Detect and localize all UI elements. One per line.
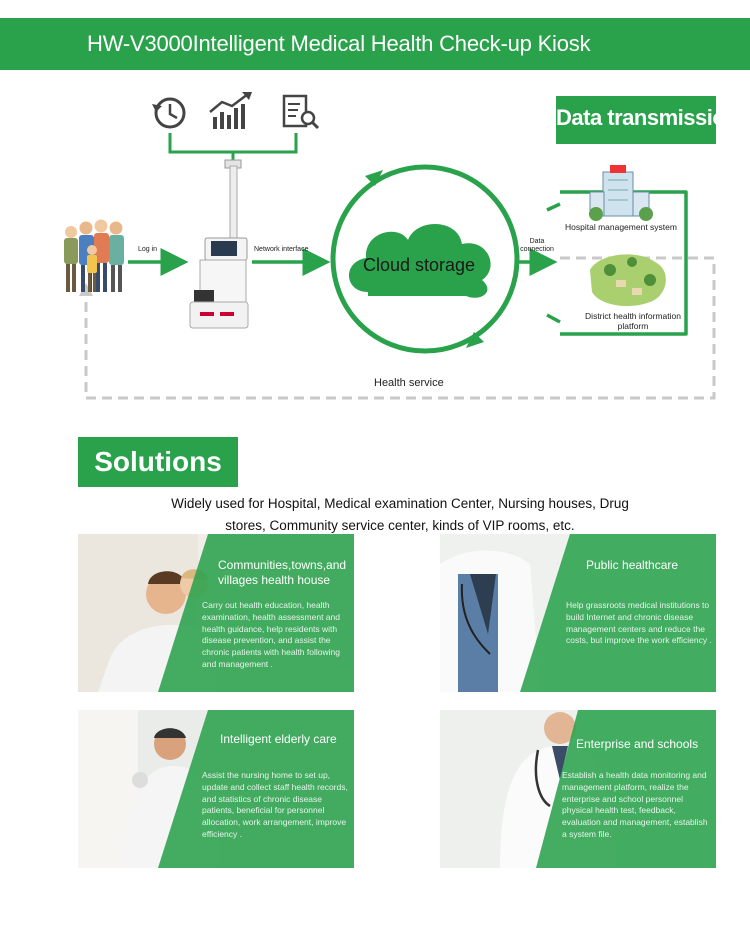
- card-title: Enterprise and schools: [576, 737, 699, 751]
- card-body: Assist the nursing home to set up, update and collect staff health records, and statistics of chronic disease patients, beneficial for personnel allocation, work arrangement, improve efficiency .: [202, 770, 348, 839]
- solutions-description: Widely used for Hospital, Medical examination Center, Nursing houses, Drug stores, Community service center, kinds of VIP rooms, etc.: [171, 496, 629, 533]
- workflow-diagram: [0, 0, 750, 430]
- card-body: Help grassroots medical institutions to build Internet and chronic disease management centers and reduce the costs, but improve the work efficiency .: [566, 600, 712, 646]
- page-title: HW-V3000Intelligent Medical Health Check-up Kiosk: [87, 31, 591, 56]
- data-transmission-box: [556, 96, 739, 144]
- solution-card-communities: [78, 534, 354, 692]
- card-body: Carry out health education, health examination, health assessment and health guidance, help residents with disease prevention, and assist the chronic patients with health following and management .: [202, 600, 340, 669]
- icons-bracket: [170, 133, 296, 152]
- card-title: Public healthcare: [586, 558, 679, 572]
- solutions-box: [78, 437, 238, 487]
- solution-card-public-healthcare: [440, 534, 716, 692]
- data-connection-label: Data connection: [520, 238, 554, 253]
- solution-card-elderly-care: [78, 710, 354, 868]
- family-illustration: [64, 220, 124, 293]
- hospital-building: [589, 165, 653, 221]
- cloud-storage-label: Cloud storage: [362, 255, 476, 275]
- history-icon: [152, 99, 184, 127]
- hospital-system-label: Hospital management system: [565, 222, 677, 232]
- kiosk-illustration: [190, 160, 248, 328]
- card-title: Communities,towns,and villages health house: [218, 558, 347, 587]
- district-map: [590, 254, 666, 306]
- data-transmission-title: Data transmission: [556, 105, 739, 130]
- solutions-title: Solutions: [94, 446, 222, 477]
- card-body: Establish a health data monitoring and management platform, realize the enterprise and school personnel physical health test, feedback, evaluation and management, establish a system file.: [562, 770, 708, 839]
- solution-card-enterprise-schools: [440, 710, 716, 868]
- network-interface-label: Network interface: [254, 246, 309, 253]
- health-service-label: Health service: [374, 377, 444, 389]
- chart-trend-icon: [210, 92, 252, 129]
- district-platform-label: District health information platform: [585, 311, 681, 331]
- report-search-icon: [284, 96, 318, 128]
- card-title: Intelligent elderly care: [220, 732, 337, 746]
- login-label: Log in: [138, 246, 158, 253]
